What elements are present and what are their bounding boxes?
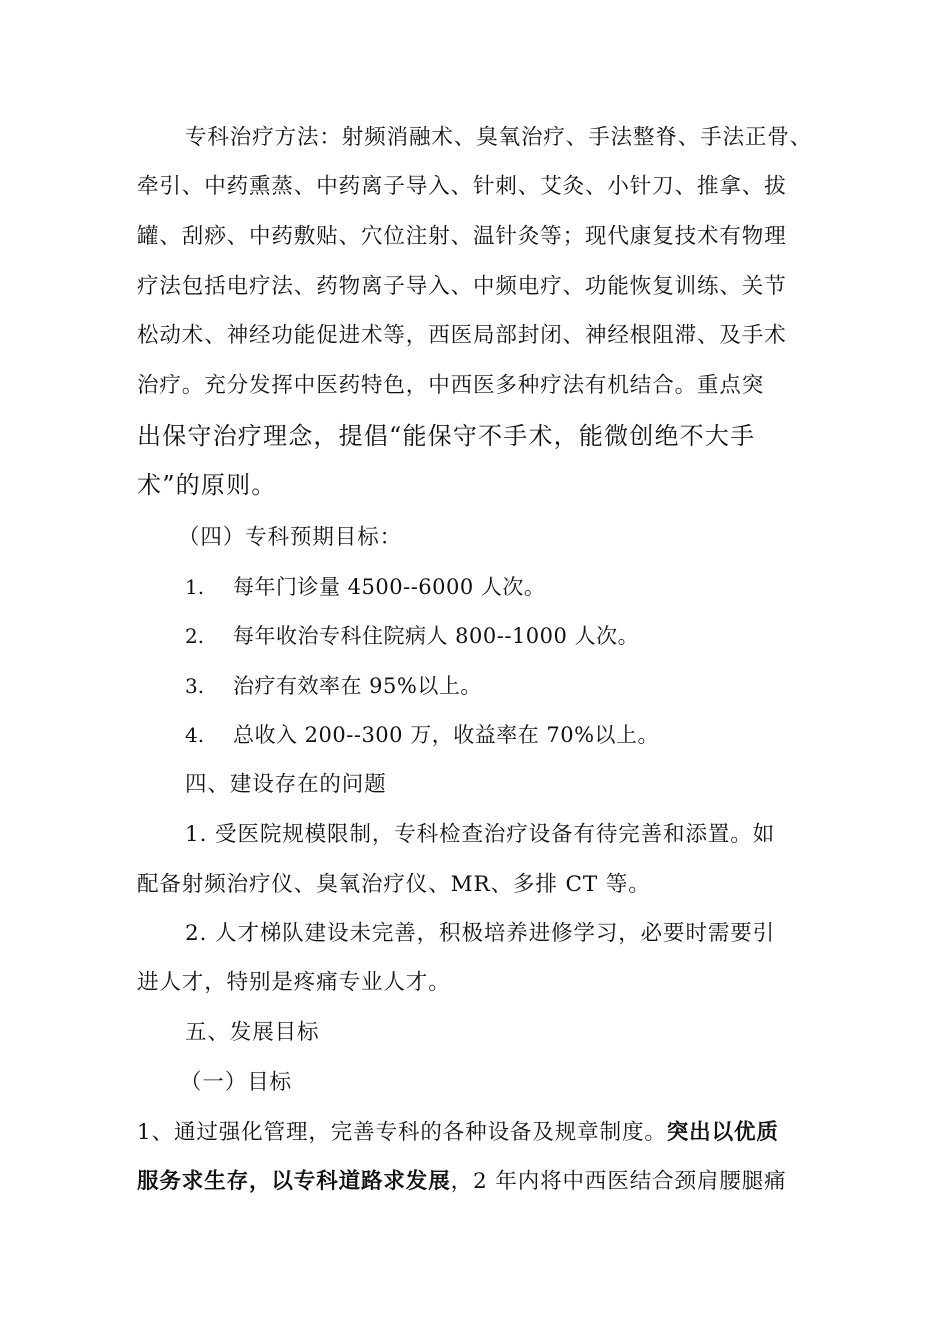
problem-1-line-2: 配备射频治疗仪、臭氧治疗仪、MR、多排 CT 等。 [137, 872, 651, 897]
methods-line-4: 疗法包括电疗法、药物离子导入、中频电疗、功能恢复训练、关节 [137, 274, 787, 299]
goal-item-text: 每年门诊量 4500--6000 人次。 [233, 575, 546, 599]
problem-1-line-1: 1. 受医院规模限制，专科检查治疗设备有待完善和添置。如 [185, 822, 776, 847]
methods-line-2: 牵引、中药熏蒸、中药离子导入、针刺、艾灸、小针刀、推拿、拔 [137, 174, 787, 199]
problems-heading: 四、建设存在的问题 [185, 772, 387, 797]
methods-line-7: 出保守治疗理念，提倡“能保守不手术，能微创绝不大手 [137, 422, 756, 450]
goals-text-bold: 服务求生存，以专科道路求发展 [137, 1169, 451, 1194]
methods-line-1: 专科治疗方法：射频消融术、臭氧治疗、手法整脊、手法正骨、 [185, 125, 813, 150]
methods-line-5: 松动术、神经功能促进术等，西医局部封闭、神经根阻滞、及手术 [137, 323, 787, 348]
problem-2-line-1: 2. 人才梯队建设未完善，积极培养进修学习，必要时需要引 [185, 921, 776, 946]
goals-paragraph-line-2 [137, 1167, 827, 1197]
goal-item-number: 1. [185, 575, 205, 599]
expected-goals-heading: （四）专科预期目标： [178, 525, 403, 550]
goals-paragraph-line-1 [137, 1118, 827, 1148]
goal-item-number: 3. [185, 674, 205, 698]
goal-item-text: 总收入 200--300 万，收益率在 70%以上。 [233, 723, 660, 747]
goals-text-bold: 突出以优质 [666, 1120, 779, 1145]
goals-text-normal: 1、通过强化管理，完善专科的各种设备及规章制度。 [137, 1120, 667, 1145]
goal-item-text: 每年收治专科住院病人 800--1000 人次。 [233, 624, 640, 648]
goals-text-normal: ，2 年内将中西医结合颈肩腰腿痛 [450, 1169, 787, 1194]
goal-item-number: 2. [185, 624, 205, 648]
problem-2-line-2: 进人才，特别是疼痛专业人才。 [137, 970, 451, 995]
methods-line-6: 治疗。充分发挥中医药特色，中西医多种疗法有机结合。重点突 [137, 373, 765, 398]
goal-item-number: 4. [185, 723, 205, 747]
development-goals-heading: 五、发展目标 [185, 1020, 320, 1045]
goal-item-text: 治疗有效率在 95%以上。 [233, 674, 482, 698]
methods-line-3: 罐、刮痧、中药敷贴、穴位注射、温针灸等；现代康复技术有物理 [137, 224, 787, 249]
goals-sub-heading: （一）目标 [180, 1070, 293, 1095]
methods-line-8: 术”的原则。 [137, 471, 277, 499]
